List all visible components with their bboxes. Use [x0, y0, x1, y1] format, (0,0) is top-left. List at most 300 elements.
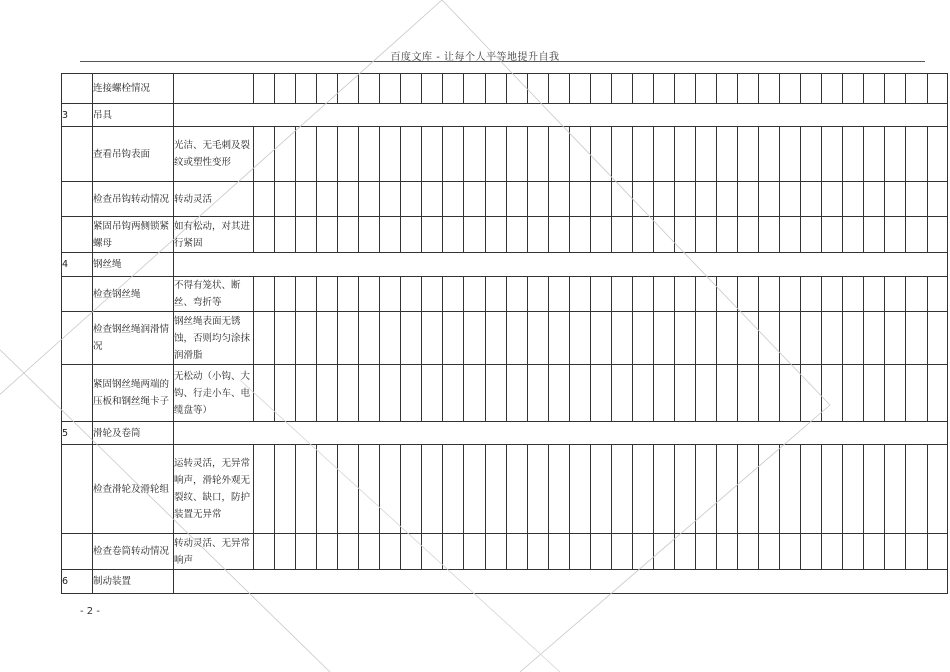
check-cell[interactable]	[611, 312, 632, 365]
check-cell[interactable]	[359, 277, 380, 312]
check-cell[interactable]	[401, 74, 422, 104]
check-cell[interactable]	[801, 534, 822, 570]
check-cell[interactable]	[843, 217, 864, 253]
check-cell[interactable]	[506, 365, 527, 422]
check-cell[interactable]	[275, 365, 296, 422]
check-cell[interactable]	[906, 312, 927, 365]
check-cell[interactable]	[422, 127, 443, 182]
check-cell[interactable]	[338, 277, 359, 312]
check-cell[interactable]	[822, 277, 843, 312]
check-cell[interactable]	[548, 534, 569, 570]
check-cell[interactable]	[569, 445, 590, 534]
check-cell[interactable]	[717, 312, 738, 365]
check-cell[interactable]	[906, 74, 927, 104]
check-cell[interactable]	[548, 312, 569, 365]
check-cell[interactable]	[296, 217, 317, 253]
check-cell[interactable]	[780, 127, 801, 182]
check-cell[interactable]	[485, 445, 506, 534]
check-cell[interactable]	[632, 534, 653, 570]
check-cell[interactable]	[527, 534, 548, 570]
check-cell[interactable]	[738, 74, 759, 104]
check-cell[interactable]	[443, 534, 464, 570]
check-cell[interactable]	[611, 365, 632, 422]
check-cell[interactable]	[738, 277, 759, 312]
check-cell[interactable]	[759, 365, 780, 422]
check-cell[interactable]	[254, 445, 275, 534]
check-cell[interactable]	[338, 365, 359, 422]
check-cell[interactable]	[885, 365, 906, 422]
check-cell[interactable]	[843, 365, 864, 422]
check-cell[interactable]	[738, 534, 759, 570]
check-cell[interactable]	[906, 445, 927, 534]
check-cell[interactable]	[780, 534, 801, 570]
check-cell[interactable]	[780, 182, 801, 217]
check-cell[interactable]	[317, 277, 338, 312]
check-cell[interactable]	[296, 312, 317, 365]
check-cell[interactable]	[464, 312, 485, 365]
check-cell[interactable]	[380, 277, 401, 312]
check-cell[interactable]	[674, 445, 695, 534]
check-cell[interactable]	[275, 312, 296, 365]
check-cell[interactable]	[380, 74, 401, 104]
check-cell[interactable]	[674, 312, 695, 365]
check-cell[interactable]	[275, 127, 296, 182]
check-cell[interactable]	[359, 312, 380, 365]
check-cell[interactable]	[275, 534, 296, 570]
check-cell[interactable]	[296, 445, 317, 534]
check-cell[interactable]	[506, 74, 527, 104]
check-cell[interactable]	[759, 312, 780, 365]
check-cell[interactable]	[822, 74, 843, 104]
check-cell[interactable]	[780, 217, 801, 253]
check-cell[interactable]	[527, 127, 548, 182]
check-cell[interactable]	[653, 74, 674, 104]
check-cell[interactable]	[569, 127, 590, 182]
check-cell[interactable]	[464, 277, 485, 312]
check-cell[interactable]	[653, 534, 674, 570]
check-cell[interactable]	[653, 127, 674, 182]
check-cell[interactable]	[464, 365, 485, 422]
check-cell[interactable]	[485, 365, 506, 422]
check-cell[interactable]	[801, 277, 822, 312]
check-cell[interactable]	[422, 182, 443, 217]
check-cell[interactable]	[422, 312, 443, 365]
check-cell[interactable]	[296, 365, 317, 422]
check-cell[interactable]	[359, 217, 380, 253]
check-cell[interactable]	[885, 534, 906, 570]
check-cell[interactable]	[443, 74, 464, 104]
check-cell[interactable]	[611, 74, 632, 104]
check-cell[interactable]	[611, 182, 632, 217]
check-cell[interactable]	[548, 277, 569, 312]
check-cell[interactable]	[927, 217, 947, 253]
check-cell[interactable]	[527, 365, 548, 422]
check-cell[interactable]	[611, 445, 632, 534]
check-cell[interactable]	[717, 277, 738, 312]
check-cell[interactable]	[611, 127, 632, 182]
check-cell[interactable]	[864, 182, 885, 217]
check-cell[interactable]	[695, 445, 716, 534]
check-cell[interactable]	[296, 74, 317, 104]
check-cell[interactable]	[843, 182, 864, 217]
check-cell[interactable]	[653, 312, 674, 365]
check-cell[interactable]	[717, 74, 738, 104]
check-cell[interactable]	[359, 127, 380, 182]
check-cell[interactable]	[275, 217, 296, 253]
check-cell[interactable]	[401, 127, 422, 182]
check-cell[interactable]	[885, 127, 906, 182]
check-cell[interactable]	[569, 217, 590, 253]
check-cell[interactable]	[275, 445, 296, 534]
check-cell[interactable]	[590, 127, 611, 182]
check-cell[interactable]	[401, 312, 422, 365]
check-cell[interactable]	[569, 312, 590, 365]
check-cell[interactable]	[548, 445, 569, 534]
check-cell[interactable]	[443, 277, 464, 312]
check-cell[interactable]	[527, 445, 548, 534]
check-cell[interactable]	[906, 365, 927, 422]
check-cell[interactable]	[338, 182, 359, 217]
check-cell[interactable]	[632, 445, 653, 534]
check-cell[interactable]	[822, 127, 843, 182]
check-cell[interactable]	[527, 277, 548, 312]
check-cell[interactable]	[380, 182, 401, 217]
check-cell[interactable]	[443, 445, 464, 534]
check-cell[interactable]	[275, 277, 296, 312]
check-cell[interactable]	[422, 217, 443, 253]
check-cell[interactable]	[338, 74, 359, 104]
check-cell[interactable]	[548, 182, 569, 217]
check-cell[interactable]	[359, 445, 380, 534]
check-cell[interactable]	[632, 365, 653, 422]
check-cell[interactable]	[695, 365, 716, 422]
check-cell[interactable]	[464, 217, 485, 253]
check-cell[interactable]	[717, 365, 738, 422]
check-cell[interactable]	[906, 534, 927, 570]
check-cell[interactable]	[380, 445, 401, 534]
check-cell[interactable]	[717, 534, 738, 570]
check-cell[interactable]	[317, 312, 338, 365]
check-cell[interactable]	[906, 182, 927, 217]
check-cell[interactable]	[801, 312, 822, 365]
check-cell[interactable]	[759, 445, 780, 534]
check-cell[interactable]	[569, 74, 590, 104]
check-cell[interactable]	[464, 127, 485, 182]
check-cell[interactable]	[780, 277, 801, 312]
check-cell[interactable]	[822, 217, 843, 253]
check-cell[interactable]	[885, 182, 906, 217]
check-cell[interactable]	[254, 534, 275, 570]
check-cell[interactable]	[738, 217, 759, 253]
check-cell[interactable]	[296, 534, 317, 570]
check-cell[interactable]	[485, 312, 506, 365]
check-cell[interactable]	[338, 312, 359, 365]
check-cell[interactable]	[885, 445, 906, 534]
check-cell[interactable]	[674, 182, 695, 217]
row-number-cell	[62, 74, 93, 104]
check-cell[interactable]	[864, 74, 885, 104]
check-cell[interactable]	[653, 365, 674, 422]
check-cell[interactable]	[695, 312, 716, 365]
check-cell[interactable]	[632, 217, 653, 253]
check-cell[interactable]	[674, 534, 695, 570]
check-cell[interactable]	[927, 74, 947, 104]
check-cell[interactable]	[443, 365, 464, 422]
check-cell[interactable]	[485, 127, 506, 182]
check-cell[interactable]	[695, 534, 716, 570]
check-cell[interactable]	[885, 277, 906, 312]
check-cell[interactable]	[801, 127, 822, 182]
check-cell[interactable]	[275, 182, 296, 217]
check-cell[interactable]	[632, 312, 653, 365]
check-cell[interactable]	[548, 217, 569, 253]
check-cell[interactable]	[885, 217, 906, 253]
check-cell[interactable]	[653, 217, 674, 253]
check-cell[interactable]	[843, 445, 864, 534]
check-cell[interactable]	[506, 182, 527, 217]
check-cell[interactable]	[380, 217, 401, 253]
check-cell[interactable]	[780, 365, 801, 422]
check-cell[interactable]	[590, 365, 611, 422]
check-cell[interactable]	[590, 277, 611, 312]
check-cell[interactable]	[695, 74, 716, 104]
check-cell[interactable]	[506, 312, 527, 365]
check-cell[interactable]	[780, 312, 801, 365]
check-cell[interactable]	[527, 74, 548, 104]
check-cell[interactable]	[843, 127, 864, 182]
check-cell[interactable]	[296, 182, 317, 217]
check-cell[interactable]	[632, 182, 653, 217]
check-cell[interactable]	[485, 534, 506, 570]
check-cell[interactable]	[359, 365, 380, 422]
check-cell[interactable]	[590, 534, 611, 570]
check-cell[interactable]	[359, 534, 380, 570]
check-cell[interactable]	[254, 277, 275, 312]
check-cell[interactable]	[864, 217, 885, 253]
check-cell[interactable]	[485, 217, 506, 253]
check-cell[interactable]	[296, 127, 317, 182]
check-cell[interactable]	[569, 277, 590, 312]
check-cell[interactable]	[738, 312, 759, 365]
check-cell[interactable]	[401, 217, 422, 253]
check-cell[interactable]	[569, 365, 590, 422]
check-cell[interactable]	[548, 365, 569, 422]
check-cell[interactable]	[464, 534, 485, 570]
check-cell[interactable]	[632, 74, 653, 104]
check-cell[interactable]	[296, 277, 317, 312]
check-cell[interactable]	[380, 312, 401, 365]
check-cell[interactable]	[464, 182, 485, 217]
check-cell[interactable]	[674, 127, 695, 182]
check-cell[interactable]	[906, 127, 927, 182]
check-cell[interactable]	[632, 127, 653, 182]
check-cell[interactable]	[506, 445, 527, 534]
check-cell[interactable]	[927, 365, 947, 422]
check-cell[interactable]	[527, 217, 548, 253]
check-cell[interactable]	[380, 534, 401, 570]
check-cell[interactable]	[422, 534, 443, 570]
check-cell[interactable]	[695, 277, 716, 312]
check-cell[interactable]	[843, 74, 864, 104]
check-cell[interactable]	[906, 217, 927, 253]
check-cell[interactable]	[338, 217, 359, 253]
check-cell[interactable]	[338, 127, 359, 182]
check-cell[interactable]	[759, 127, 780, 182]
check-cell[interactable]	[317, 534, 338, 570]
check-cell[interactable]	[611, 534, 632, 570]
check-cell[interactable]	[674, 365, 695, 422]
check-cell[interactable]	[674, 277, 695, 312]
check-cell[interactable]	[317, 445, 338, 534]
table-row	[62, 534, 948, 570]
check-cell[interactable]	[695, 182, 716, 217]
check-cell[interactable]	[254, 74, 275, 104]
inspection-item: 检查滑轮及滑轮组	[93, 445, 174, 534]
check-cell[interactable]	[254, 182, 275, 217]
check-cell[interactable]	[527, 182, 548, 217]
check-cell[interactable]	[653, 445, 674, 534]
check-cell[interactable]	[864, 312, 885, 365]
check-cell[interactable]	[927, 182, 947, 217]
check-cell[interactable]	[443, 217, 464, 253]
check-cell[interactable]	[422, 74, 443, 104]
check-cell[interactable]	[801, 74, 822, 104]
check-cell[interactable]	[885, 74, 906, 104]
check-cell[interactable]	[506, 534, 527, 570]
check-cell[interactable]	[738, 127, 759, 182]
check-cell[interactable]	[695, 127, 716, 182]
check-cell[interactable]	[485, 74, 506, 104]
check-cell[interactable]	[801, 445, 822, 534]
check-cell[interactable]	[822, 365, 843, 422]
check-cell[interactable]	[822, 182, 843, 217]
check-cell[interactable]	[759, 534, 780, 570]
check-cell[interactable]	[590, 217, 611, 253]
check-cell[interactable]	[927, 127, 947, 182]
check-cell[interactable]	[738, 445, 759, 534]
check-cell[interactable]	[254, 217, 275, 253]
check-cell[interactable]	[759, 182, 780, 217]
check-cell[interactable]	[317, 74, 338, 104]
check-cell[interactable]	[864, 365, 885, 422]
check-cell[interactable]	[843, 534, 864, 570]
check-cell[interactable]	[717, 217, 738, 253]
check-cell[interactable]	[653, 277, 674, 312]
check-cell[interactable]	[864, 445, 885, 534]
check-cell[interactable]	[443, 127, 464, 182]
check-cell[interactable]	[401, 277, 422, 312]
check-cell[interactable]	[485, 277, 506, 312]
check-cell[interactable]	[632, 277, 653, 312]
check-cell[interactable]	[254, 312, 275, 365]
check-cell[interactable]	[506, 217, 527, 253]
check-cell[interactable]	[906, 277, 927, 312]
check-cell[interactable]	[380, 127, 401, 182]
check-cell[interactable]	[443, 182, 464, 217]
check-cell[interactable]	[674, 74, 695, 104]
check-cell[interactable]	[464, 74, 485, 104]
check-cell[interactable]	[569, 182, 590, 217]
check-cell[interactable]	[759, 217, 780, 253]
check-cell[interactable]	[254, 127, 275, 182]
check-cell[interactable]	[927, 277, 947, 312]
check-cell[interactable]	[401, 445, 422, 534]
check-cell[interactable]	[443, 312, 464, 365]
check-cell[interactable]	[738, 365, 759, 422]
check-cell[interactable]	[843, 312, 864, 365]
check-cell[interactable]	[822, 312, 843, 365]
check-cell[interactable]	[717, 127, 738, 182]
check-cell[interactable]	[864, 534, 885, 570]
check-cell[interactable]	[506, 127, 527, 182]
check-cell[interactable]	[569, 534, 590, 570]
check-cell[interactable]	[822, 534, 843, 570]
check-cell[interactable]	[422, 365, 443, 422]
check-cell[interactable]	[801, 182, 822, 217]
check-cell[interactable]	[759, 74, 780, 104]
check-cell[interactable]	[927, 534, 947, 570]
check-cell[interactable]	[611, 217, 632, 253]
check-cell[interactable]	[674, 217, 695, 253]
check-cell[interactable]	[317, 217, 338, 253]
check-cell[interactable]	[590, 182, 611, 217]
check-cell[interactable]	[401, 182, 422, 217]
check-cell[interactable]	[380, 365, 401, 422]
check-cell[interactable]	[801, 365, 822, 422]
check-cell[interactable]	[317, 365, 338, 422]
check-cell[interactable]	[275, 74, 296, 104]
check-cell[interactable]	[422, 277, 443, 312]
check-cell[interactable]	[611, 277, 632, 312]
check-cell[interactable]	[780, 445, 801, 534]
check-cell[interactable]	[527, 312, 548, 365]
check-cell[interactable]	[843, 277, 864, 312]
check-cell[interactable]	[401, 534, 422, 570]
check-cell[interactable]	[590, 74, 611, 104]
check-cell[interactable]	[338, 445, 359, 534]
check-cell[interactable]	[780, 74, 801, 104]
check-cell[interactable]	[338, 534, 359, 570]
check-cell[interactable]	[590, 312, 611, 365]
check-cell[interactable]	[695, 217, 716, 253]
check-cell[interactable]	[464, 445, 485, 534]
check-cell[interactable]	[738, 182, 759, 217]
check-cell[interactable]	[485, 182, 506, 217]
check-cell[interactable]	[359, 74, 380, 104]
check-cell[interactable]	[548, 74, 569, 104]
check-cell[interactable]	[422, 445, 443, 534]
check-cell[interactable]	[317, 127, 338, 182]
check-cell[interactable]	[885, 312, 906, 365]
check-cell[interactable]	[717, 445, 738, 534]
check-cell[interactable]	[717, 182, 738, 217]
check-cell[interactable]	[927, 445, 947, 534]
check-cell[interactable]	[653, 182, 674, 217]
check-cell[interactable]	[927, 312, 947, 365]
check-cell[interactable]	[801, 217, 822, 253]
check-cell[interactable]	[590, 445, 611, 534]
check-cell[interactable]	[822, 445, 843, 534]
check-cell[interactable]	[864, 277, 885, 312]
check-cell[interactable]	[506, 277, 527, 312]
check-cell[interactable]	[317, 182, 338, 217]
check-cell[interactable]	[548, 127, 569, 182]
check-cell[interactable]	[254, 365, 275, 422]
check-cell[interactable]	[759, 277, 780, 312]
check-cell[interactable]	[864, 127, 885, 182]
check-cell[interactable]	[401, 365, 422, 422]
check-cell[interactable]	[359, 182, 380, 217]
